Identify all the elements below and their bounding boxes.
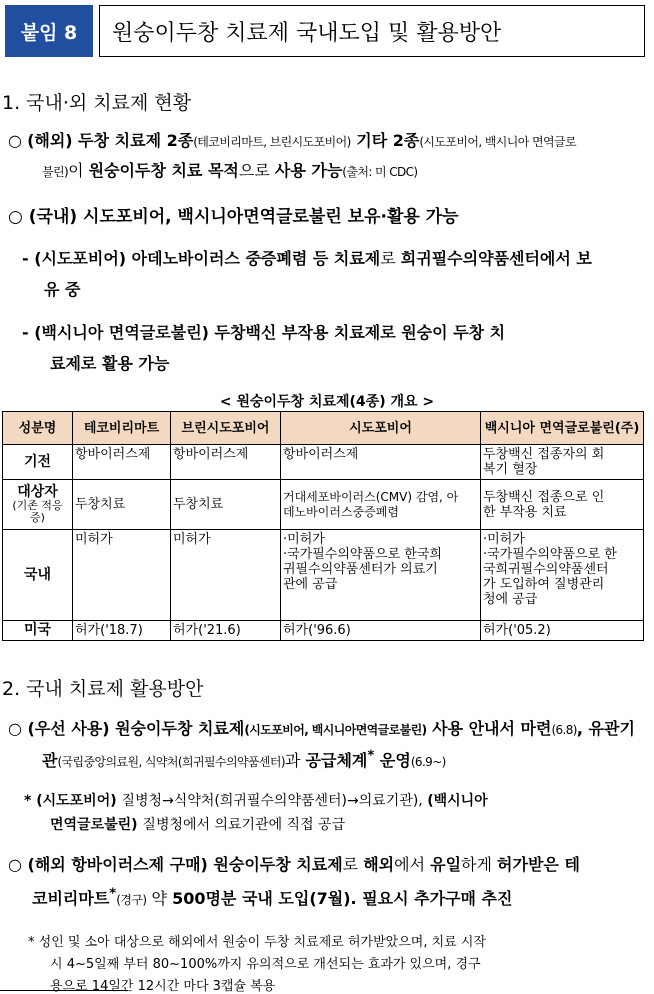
- row-label: 대상자 (기존 적응증): [3, 480, 73, 530]
- table-cell: 항바이러스제: [171, 445, 281, 480]
- table-cell: ·미허가 ·국가필수의약품으로 한국희 귀필수의약품센터가 의료기 관에 공급: [281, 530, 481, 621]
- table-cell: 항바이러스제: [281, 445, 481, 480]
- asterisk-mark: *: [367, 748, 375, 764]
- table-header-cell: 테코비리마트: [73, 412, 171, 445]
- row-label: 국내: [3, 530, 73, 621]
- treatment-overview-table: [2, 411, 644, 641]
- row-label: 미국: [3, 621, 73, 641]
- table-header-cell: 백시니아 면역글로불린(주): [481, 412, 644, 445]
- section-1-heading: 1. 국내·외 치료제 현황: [2, 92, 192, 114]
- table-cell: 항바이러스제: [73, 445, 171, 480]
- table-row: [3, 621, 644, 641]
- table-header-cell: 시도포비어: [281, 412, 481, 445]
- row-label: 기전: [3, 445, 73, 480]
- table-cell: 거대세포바이러스(CMV) 감염, 아 데노바이러스중증폐렴: [281, 480, 481, 530]
- table-cell: 허가('05.2): [481, 621, 644, 641]
- s1-paragraph-3-line-1: - (시도포비어) 아데노바이러스 중증폐렴 등 치료제로 희귀필수의약품센터에서 보: [22, 249, 592, 268]
- s2-paragraph-3-line-1: ○ (해외 항바이러스제 구매) 원숭이두창 치료제로 해외에서 유일하게 허가받은 테: [8, 855, 580, 874]
- table-cell: 두창치료: [73, 480, 171, 530]
- s2-paragraph-3-line-2: 코비리마트*(경구) 약 500명분 국내 도입(7월). 필요시 추가구매 추진: [32, 886, 513, 908]
- header: [5, 5, 645, 57]
- table-cell: ·미허가 ·국가필수의약품으로 한 국희귀필수의약품센터 가 도입하여 질병관리 청에 공급: [481, 530, 644, 621]
- table-header-row: [3, 412, 644, 445]
- table-cell: 허가('18.7): [73, 621, 171, 641]
- s2-note-line-1: * 성인 및 소아 대상으로 해외에서 원숭이 두창 치료제로 허가받았으며, 치료 시작: [28, 935, 486, 950]
- s2-paragraph-1-line-1: ○ (우선 사용) 원숭이두창 치료제(시도포비어, 백시니아면역글로불린) 사용 안내서 마련(6.8), 유관기: [8, 719, 635, 738]
- bottom-divider: [0, 990, 128, 991]
- s1-paragraph-4-line-1: - (백시니아 면역글로불린) 두창백신 부작용 치료제로 원숭이 두창 치: [22, 323, 506, 342]
- table-header-cell: 브린시도포비어: [171, 412, 281, 445]
- table-cell: 두창치료: [171, 480, 281, 530]
- s1-paragraph-2: ○ (국내) 시도포비어, 백시니아면역글로불린 보유·활용 가능: [8, 207, 459, 227]
- table-cell: 두창백신 접종으로 인 한 부작용 치료: [481, 480, 644, 530]
- s1-paragraph-4-line-2: 료제로 활용 가능: [50, 354, 170, 373]
- s1-paragraph-3-line-2: 유 중: [44, 280, 81, 299]
- s2-paragraph-2-line-1: * (시도포비어) 질병청→식약처(희귀필수의약품센터)→의료기관), (백시니아: [24, 793, 488, 809]
- table-row: [3, 530, 644, 621]
- table-cell: 미허가: [73, 530, 171, 621]
- table-cell: 허가('96.6): [281, 621, 481, 641]
- s2-paragraph-1-line-2: 관(국립중앙의료원, 식약처(희귀필수의약품센터)과 공급체계* 운영(6.9~): [42, 748, 446, 770]
- s1-paragraph-1-line-2: 불린)이 원숭이두창 치료 목적으로 사용 가능(출처: 미 CDC): [42, 161, 418, 180]
- s2-note-line-2: 시 4~5일째 부터 80~100%까지 유의적으로 개선되는 효과가 있으며, 경구: [50, 957, 481, 972]
- s1-paragraph-1-line-1: ○ (해외) 두창 치료제 2종(테코비리마트, 브린시도포비어) 기타 2종(시도포비어, 백시니아 면역글로: [8, 131, 576, 150]
- table-cell: 미허가: [171, 530, 281, 621]
- table-row: [3, 480, 644, 530]
- table-cell: 허가('21.6): [171, 621, 281, 641]
- asterisk-mark: *: [109, 886, 117, 902]
- table-caption: < 원숭이두창 치료제(4종) 개요 >: [219, 394, 435, 410]
- table-header-cell: 성분명: [3, 412, 73, 445]
- table-row: [3, 445, 644, 480]
- appendix-badge: 붙임 8: [5, 5, 93, 57]
- s2-paragraph-2-line-2: 면역글로불린) 질병청에서 의료기관에 직접 공급: [50, 817, 346, 833]
- table-cell: 두창백신 접종자의 회 복기 혈장: [481, 445, 644, 480]
- s2-note-line-3: 용으로 14일간 12시간 마다 3캡슐 복용: [50, 979, 276, 994]
- document-title: 원숭이두창 치료제 국내도입 및 활용방안: [99, 5, 645, 57]
- section-2-heading: 2. 국내 치료제 활용방안: [2, 678, 204, 700]
